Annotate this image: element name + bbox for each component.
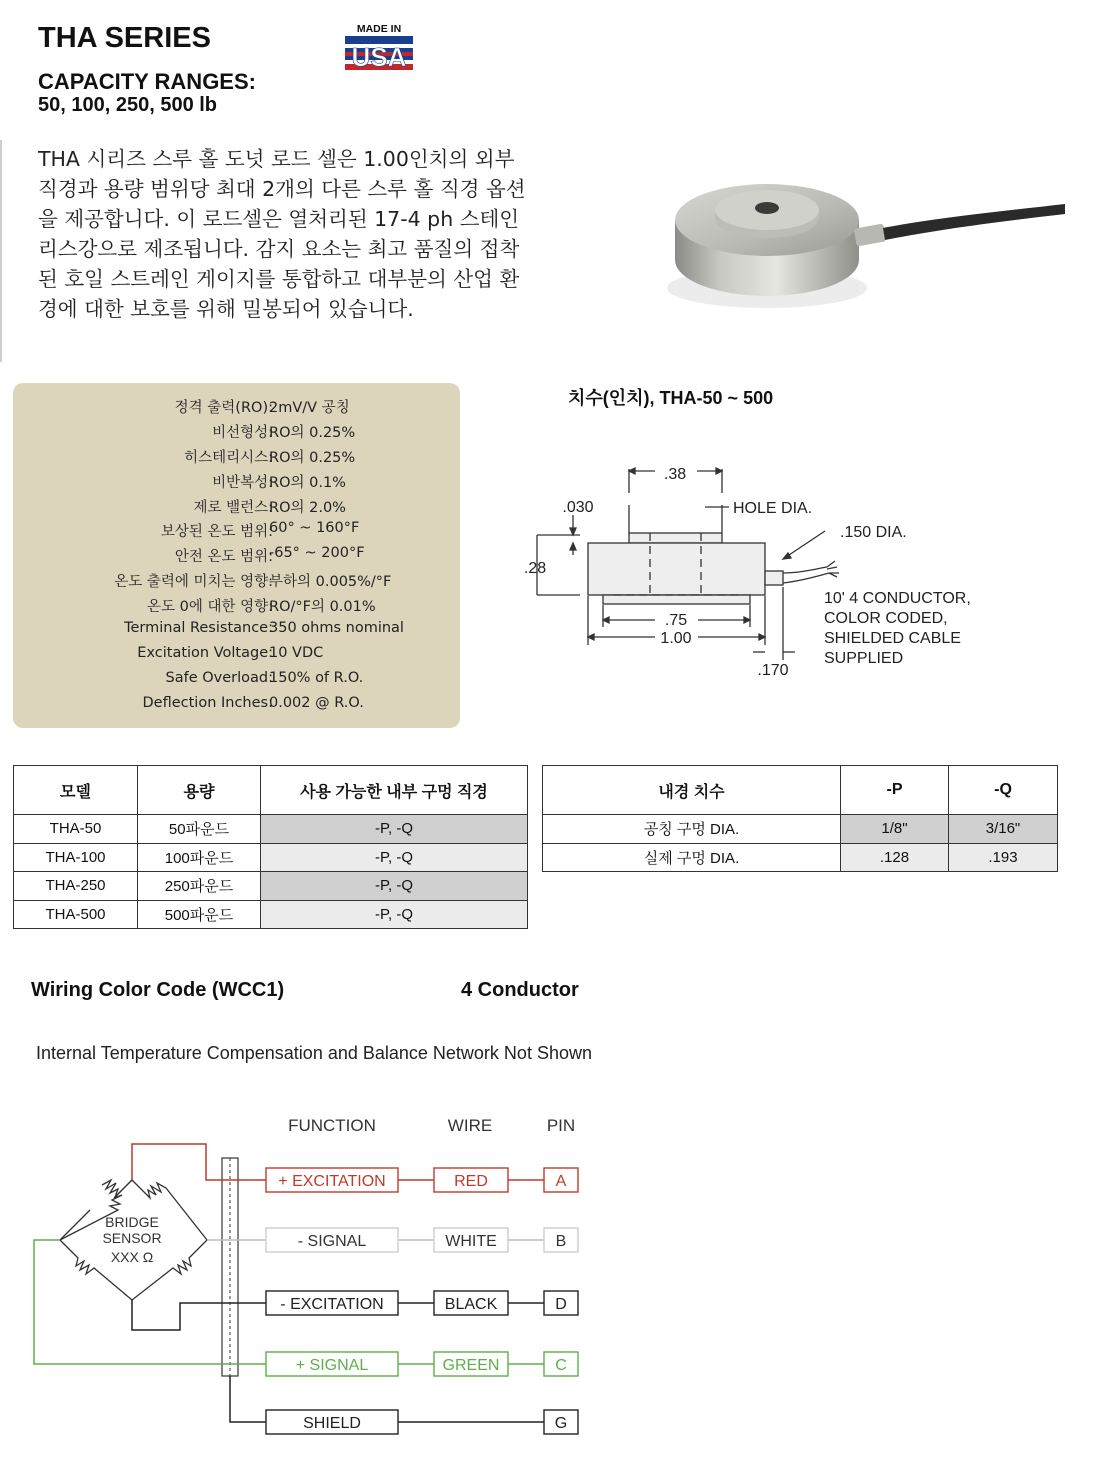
table-row [543, 815, 1058, 844]
cell: 실제 구멍 DIA. [543, 843, 841, 872]
spec-value: 10 VDC [269, 645, 324, 661]
spec-value: 350 ohms nominal [269, 620, 404, 636]
spec-row [13, 695, 460, 720]
spec-row [13, 446, 460, 471]
spec-label: Terminal Resistance: [124, 620, 273, 636]
spec-row [13, 645, 460, 670]
col-header: 모델 [14, 766, 138, 815]
cell: 100파운드 [138, 843, 261, 872]
cell: -P, -Q [261, 872, 528, 901]
spec-value: RO의 0.25% [269, 425, 356, 441]
table-row [14, 843, 528, 872]
dim-38-label: .38 [663, 466, 687, 483]
col-pin-header: PIN [546, 1116, 576, 1135]
dim-100-label: 1.00 [660, 630, 692, 647]
cell: -P, -Q [261, 843, 528, 872]
cell: 50파운드 [138, 815, 261, 844]
function-label: - SIGNAL [297, 1233, 367, 1250]
cell: -P, -Q [261, 815, 528, 844]
wiring-note: Internal Temperature Compensation and Balance Network Not Shown [36, 1043, 592, 1063]
bridge-label-line: SENSOR [102, 1230, 162, 1246]
dim-28-label: .28 [523, 560, 547, 577]
spec-value: 2mV/V 공칭 [269, 400, 350, 416]
pin-label: D [555, 1296, 567, 1313]
spec-value: 150% of R.O. [269, 670, 364, 686]
dim-030-label: .030 [562, 499, 594, 516]
spec-label: 안전 온도 범위: [174, 549, 273, 565]
table-row [14, 815, 528, 844]
cell: THA-250 [14, 872, 138, 901]
table-row [14, 900, 528, 929]
col-wire-header: WIRE [447, 1116, 493, 1135]
cell: .193 [949, 843, 1058, 872]
spec-label: Safe Overload: [165, 670, 273, 686]
spec-label: 비반복성: [212, 475, 273, 491]
wire-label: WHITE [445, 1233, 497, 1250]
load-cell-photo [655, 160, 1067, 320]
spec-value: RO의 0.1% [269, 475, 346, 491]
spec-row [13, 620, 460, 645]
bridge-label-line: XXX Ω [110, 1249, 154, 1265]
spec-row [13, 595, 460, 620]
spec-row [13, 670, 460, 695]
table-header-row [543, 766, 1058, 815]
pin-label: C [555, 1357, 567, 1374]
cable-note-line: SUPPLIED [824, 650, 904, 667]
spec-value: RO의 0.25% [269, 450, 356, 466]
spec-row [13, 520, 460, 545]
spec-value: RO의 2.0% [269, 500, 346, 516]
pin-label: B [555, 1233, 567, 1250]
cell: THA-50 [14, 815, 138, 844]
spec-value: 60° ~ 160°F [269, 520, 360, 536]
capacity-heading: CAPACITY RANGES: [38, 69, 256, 94]
pin-label: G [554, 1415, 568, 1432]
wire-label: RED [454, 1173, 488, 1190]
made-in-usa-logo [343, 22, 415, 74]
cell: 500파운드 [138, 900, 261, 929]
cell: .128 [841, 843, 949, 872]
spec-row [13, 545, 460, 570]
dimensions-title: 치수(인치), THA-50 ~ 500 [568, 388, 774, 408]
spec-row [13, 496, 460, 521]
spec-label: 정격 출력(RO): [174, 400, 273, 416]
table-row [543, 843, 1058, 872]
function-label: + EXCITATION [278, 1173, 386, 1190]
cell: THA-100 [14, 843, 138, 872]
pin-label: A [555, 1173, 567, 1190]
cell: -P, -Q [261, 900, 528, 929]
spec-row [13, 570, 460, 595]
spec-label: 히스테리시스: [184, 450, 273, 466]
spec-value: 0.002 @ R.O. [269, 695, 364, 711]
spec-value: RO/°F의 0.01% [269, 599, 376, 615]
wire-label: GREEN [442, 1357, 500, 1374]
spec-row [13, 471, 460, 496]
badge-top-text: MADE IN [356, 23, 402, 35]
spec-value: 부하의 0.005%/°F [269, 574, 392, 590]
col-header: 내경 치수 [543, 766, 841, 815]
capacity-values: 50, 100, 250, 500 lb [38, 94, 218, 116]
cable-note-line: SHIELDED CABLE [824, 630, 961, 647]
cell: 3/16" [949, 815, 1058, 844]
spec-row [13, 421, 460, 446]
col-header: 용량 [138, 766, 261, 815]
model-table [13, 765, 528, 929]
table-row [14, 872, 528, 901]
function-label: SHIELD [303, 1415, 361, 1432]
wiring-conductor-count: 4 Conductor [461, 979, 579, 1001]
hole-dia-label: HOLE DIA. [733, 500, 813, 517]
cable-note-line: 10' 4 CONDUCTOR, [824, 590, 971, 607]
cell: 공칭 구멍 DIA. [543, 815, 841, 844]
spec-label: 비선형성: [212, 425, 273, 441]
wiring-title: Wiring Color Code (WCC1) [31, 979, 285, 1001]
cell: 250파운드 [138, 872, 261, 901]
spec-label: 보상된 온도 범위: [160, 524, 273, 540]
function-label: + SIGNAL [295, 1357, 369, 1374]
dim-170-label: .170 [757, 662, 789, 679]
col-function-header: FUNCTION [288, 1116, 376, 1135]
badge-bottom-text: USA [351, 42, 407, 72]
left-divider [0, 140, 2, 362]
product-description: THA 시리즈 스루 홀 도넛 로드 셀은 1.00인치의 외부 직경과 용량 범위당 최대 2개의 다른 스루 홀 직경 옵션을 제공합니다. 이 로드셀은 열처리된 17-4 ph 스테인리스강으로 제조됩니다. 감지 요소는 최고 품질의 접착된 호일 스트레인 게이지를 통합하고 대부분의 산업 환경에 대한 보호를 위해 밀봉되어 있습니다. [38, 147, 526, 321]
wire-label: BLACK [444, 1296, 498, 1313]
cable-dia-label: .150 DIA. [840, 524, 907, 541]
cell: 1/8" [841, 815, 949, 844]
spec-label: Deflection Inches: [142, 695, 273, 711]
dim-75-label: .75 [664, 612, 688, 629]
spec-panel [13, 383, 460, 728]
bore-size-table [542, 765, 1058, 872]
col-header: -P [841, 766, 949, 815]
spec-value: -65° ~ 200°F [269, 545, 365, 561]
bridge-label-line: BRIDGE [105, 1214, 159, 1230]
page-title: THA SERIES [38, 22, 211, 54]
spec-label: 제로 밸런스: [193, 500, 273, 516]
cable-note-line: COLOR CODED, [824, 610, 948, 627]
dimension-drawing [515, 455, 995, 690]
spec-label: 온도 0에 대한 영향: [147, 599, 273, 615]
spec-row [13, 396, 460, 421]
cell: THA-500 [14, 900, 138, 929]
table-header-row [14, 766, 528, 815]
col-header: 사용 가능한 내부 구멍 직경 [261, 766, 528, 815]
spec-label: 온도 출력에 미치는 영향: [114, 574, 273, 590]
col-header: -Q [949, 766, 1058, 815]
spec-label: Excitation Voltage: [137, 645, 273, 661]
function-label: - EXCITATION [280, 1296, 384, 1313]
wiring-diagram [20, 1100, 620, 1450]
